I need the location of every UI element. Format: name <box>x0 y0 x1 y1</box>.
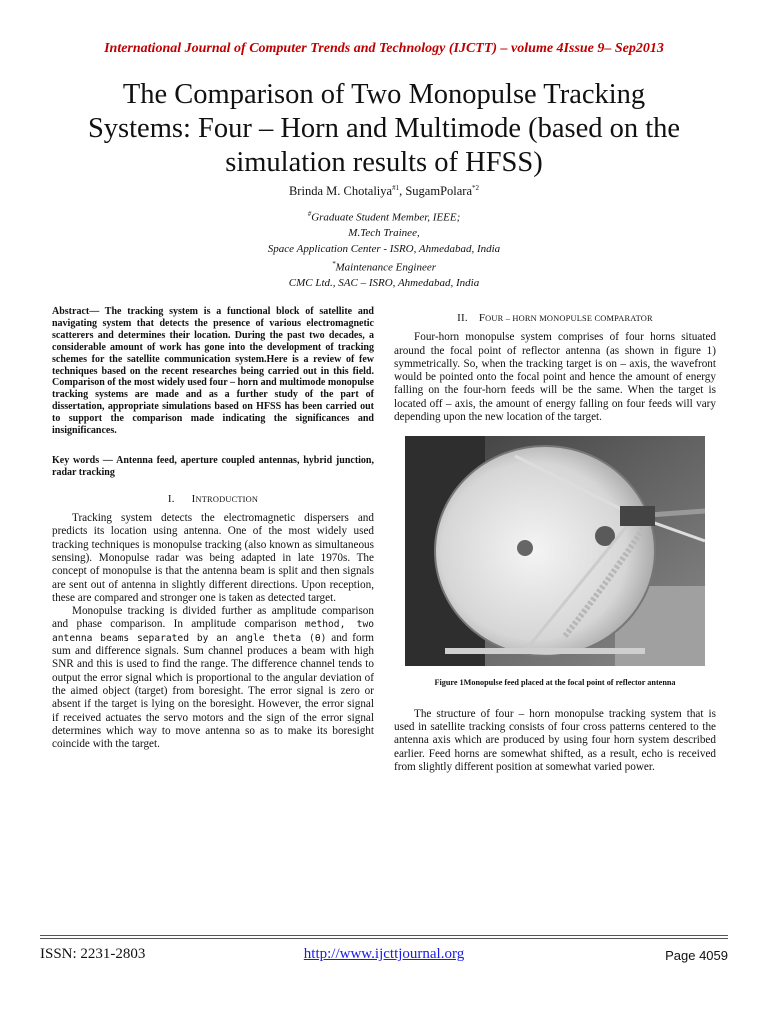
author-mark: #1 <box>392 184 400 192</box>
section-paragraph: The structure of four – horn monopulse tracking system that is used in satellite tracking consists of four cross patterns centered to the antenna axis which are produced by using four horn system described earlier. Feed horns are somewhat shifted, as a result, echo is received from slightly different position at somewhat varied power. <box>394 707 716 773</box>
intro-paragraph: Tracking system detects the electromagnetic dispersers and predicts its location using antenna. One of the most widely used tracking techniques is monopulse tracking (also known as simultaneous sensing). Monopulse radar was being adapted in late 1970s. The concept of monopulse is that the antenna beam is split and then signals are sent out of antenna in slightly different directions. Upon reception, these are compared and stronger one is taken as detected target. <box>52 512 374 604</box>
affiliation-mark: # <box>307 210 312 218</box>
author-mark: *2 <box>472 184 480 192</box>
paragraph-text: and form sum and difference signals. Sum channel produces a beam with high SNR and this is used to find the range. The difference channel tends to output the error signal which is proportional to the angular deviation of the aimed object (target) from boresight. The error signal is zero or absent if the target is lying on the boresight. However, the error signal if received actuates the servo motors and the sign of the error signal determines which way to move antenna so as to make its boresight coincide with the target. <box>52 631 375 751</box>
footer-divider <box>40 938 728 939</box>
figure-caption: Figure 1Monopulse feed placed at the focal point of reflector antenna <box>434 678 676 688</box>
section-initial: I <box>191 492 196 505</box>
author-separator: , <box>399 184 406 199</box>
affiliation-line: M.Tech Trainee, <box>348 227 420 240</box>
affiliation-mark: * <box>332 260 336 269</box>
affiliation-line: Space Application Center - ISRO, Ahmedabad, India <box>267 242 501 255</box>
journal-link[interactable]: http://www.ijcttjournal.org <box>303 946 465 962</box>
section-heading-introduction <box>52 493 374 506</box>
author-name: SugamPolara <box>405 184 473 199</box>
affiliation-text: Graduate Student Member, IEEE; <box>311 211 461 224</box>
footer-divider <box>40 935 728 936</box>
paragraph-text: Monopulse tracking is divided further as amplitude comparison and phase comparison. In amplitude comparison <box>52 605 374 631</box>
issn-label: ISSN: 2231-2803 <box>40 946 146 962</box>
affiliations <box>0 207 768 292</box>
reflector-antenna-photo <box>405 436 705 666</box>
section-paragraph: Four-horn monopulse system comprises of four horns situated around the focal point of reflector antenna (as shown in figure 1) symmetrically. So, when the tracking target is on – axis, the wavefront would be pointed onto the focal point and hence the amount of energy falling on the four-horn feeds will be the same. When the target is located off – axis, the amount of energy falling on four feeds will vary depending upon the new location of the target. <box>394 331 716 424</box>
section-numeral: I. <box>167 492 175 505</box>
page-number: Page 4059 <box>665 948 728 963</box>
paper-title <box>60 78 708 180</box>
author-list <box>0 184 768 199</box>
right-column <box>394 312 716 774</box>
author-name: Brinda M. Chotaliya <box>288 184 393 199</box>
title-line: Systems: Four – Horn and Multimode (based on the <box>87 113 681 144</box>
section-initial: F <box>478 312 486 324</box>
abstract: Abstract— The tracking system is a functional block of satellite and navigating system that detects the presence of various electromagnetic scatterers and determines their location. During the past two decades, a considerable amount of work has gone into the development of tracking schemes for the satellite communication system.Here is a review of few techniques based on the recent researches being carried out in this field. Comparison of the most widely used four – horn and multimode monopulse tracking systems are made and as a further study of the part of dissertation, appropriate simulations based on HFSS has been carried out to support the comparison made indicating the significances and insignificances. <box>52 306 374 437</box>
title-line: The Comparison of Two Monopulse Tracking <box>122 79 646 110</box>
section-heading-four-horn <box>394 312 716 325</box>
antenna-illustration <box>405 436 705 666</box>
title-line: simulation results of HFSS) <box>225 147 543 178</box>
section-title-rest: NTRODUCTION <box>195 494 259 504</box>
affiliation-line <box>0 207 768 226</box>
keywords: Key words — Antenna feed, aperture coupled antennas, hybrid junction, radar tracking <box>52 454 374 478</box>
affiliation-text: Maintenance Engineer <box>335 261 436 274</box>
left-column <box>52 306 374 751</box>
affiliation-line: CMC Ltd., SAC – ISRO, Ahmedabad, India <box>288 277 480 290</box>
intro-paragraph <box>52 605 374 751</box>
section-numeral: II. <box>457 312 468 324</box>
section-title-rest: OUR – HORN MONOPULSE COMPARATOR <box>485 314 653 323</box>
paragraph-text-mono: method, two antenna beams separated by an angle theta (θ) <box>52 619 374 644</box>
affiliation-line <box>0 257 768 276</box>
journal-header: International Journal of Computer Trends and Technology (IJCTT) – volume 4Issue 9– Sep2013 <box>104 41 664 56</box>
